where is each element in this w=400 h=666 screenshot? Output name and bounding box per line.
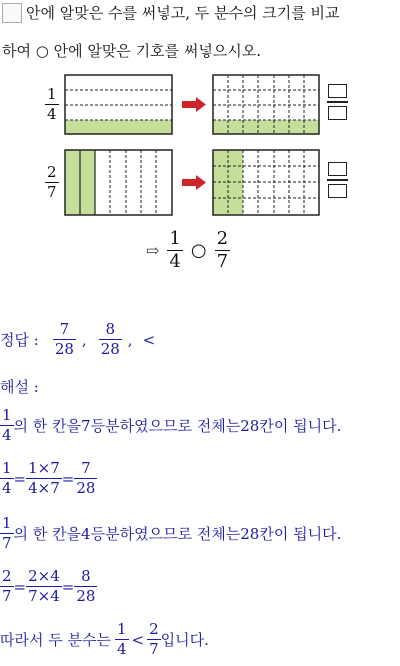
equals-sign: = [13,469,27,488]
conclusion-text: 따라서 두 분수는 [0,631,111,649]
expl1-number: 28 [240,416,260,435]
fraction-diagram [60,70,360,220]
explanation-line-1 [0,408,341,443]
equals-sign: = [61,577,75,596]
eq1-middle: $\frac{1\times 7}{4\times 7}$ [28,459,60,497]
row2-answer-denominator-box[interactable] [328,184,347,198]
row2-arrow-icon [182,175,206,190]
eq1-lhs: $\frac{1}{4}$ [2,459,12,497]
explanation-equation-1 [0,461,97,496]
question-line-2: 하여 ○ 안에 알맞은 기호를 써넣으시오. [2,42,262,60]
row2-numerator: 2 [47,163,57,181]
conclusion-left-fraction: $\frac{1}{4}$ [116,620,127,658]
expl2-fraction: $\frac{1}{7}$ [2,514,12,552]
row1-denominator: 4 [47,105,57,123]
row1-arrow-icon [182,97,206,112]
expl2-number: 28 [240,524,260,543]
eq1-rhs: $\frac{7}{28}$ [76,459,96,497]
explanation-conclusion [0,622,209,657]
answer-separator: , [81,330,87,349]
eq2-lhs: $\frac{2}{7}$ [2,567,12,605]
compare-left-fraction: $\frac{1}{4}$ [169,228,181,272]
expl2-text: 등분하였으므로 전체는 [90,525,241,543]
eq2-middle: $\frac{2\times 4}{7\times 4}$ [28,567,60,605]
expl1-fraction: $\frac{1}{4}$ [2,406,12,444]
answer-fraction-1: $\frac{7}{28}$ [54,320,74,358]
conclusion-right-fraction: $\frac{2}{7}$ [149,620,159,658]
expl2-text: 의 한 칸을 [13,525,82,543]
answer-line [0,322,155,357]
expl2-text: 칸이 됩니다. [259,525,342,543]
implies-arrow-icon: ⇨ [146,241,160,260]
answer-sign: < [142,330,156,349]
row2-right-rect [213,150,319,215]
answer-label: 정답 : [0,331,39,349]
answer-blank-box-icon [2,3,22,23]
expl1-text: 등분하였으므로 전체는 [90,417,241,435]
conclusion-text: 입니다. [160,631,209,649]
conclusion-sign: < [131,630,145,649]
row1-answer-bar [327,101,348,103]
row2-left-rect [65,150,172,215]
explanation-line-2 [0,516,341,551]
question-line-1: 안에 알맞은 수를 써넣고, 두 분수의 크기를 비교 [26,4,340,22]
row1-answer-numerator-box[interactable] [328,84,347,98]
row2-answer-numerator-box[interactable] [328,162,347,176]
explanation-equation-2 [0,569,97,604]
row1-right-rect [213,75,319,134]
expl2-number: 4 [81,524,91,543]
explanation-label: 해설 : [0,378,39,396]
answer-separator: , [127,330,133,349]
answer-fraction-2: $\frac{8}{28}$ [100,320,120,358]
row2-denominator: 7 [47,183,57,201]
row1-answer-denominator-box[interactable] [328,106,347,120]
expl1-text: 칸이 됩니다. [259,417,342,435]
comparison-row [146,230,230,271]
compare-right-fraction: $\frac{2}{7}$ [216,228,229,272]
row1-left-rect [65,75,172,134]
row1-fraction [45,87,59,122]
row2-fraction [45,165,59,200]
equals-sign: = [61,469,75,488]
row1-numerator: 1 [47,85,57,103]
expl1-number: 7 [81,416,91,435]
equals-sign: = [13,577,27,596]
expl1-text: 의 한 칸을 [13,417,82,435]
eq2-rhs: $\frac{8}{28}$ [76,567,96,605]
row2-answer-bar [327,179,348,181]
compare-circle[interactable]: ○ [190,240,207,261]
